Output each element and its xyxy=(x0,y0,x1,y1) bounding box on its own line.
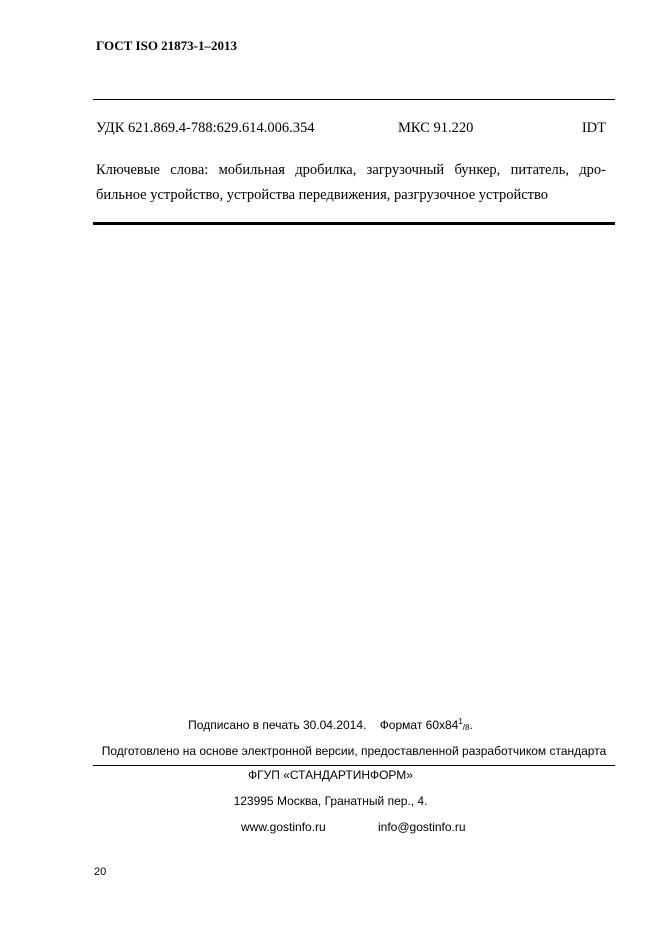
document-id: ГОСТ ISO 21873-1–2013 xyxy=(96,38,238,53)
keywords-divider xyxy=(93,222,615,225)
format-end: . xyxy=(469,718,473,732)
publisher-address: 123995 Москва, Гранатный пер., 4. xyxy=(233,794,428,808)
imprint-divider xyxy=(93,765,615,766)
format-label: Формат 60x84 xyxy=(379,718,459,732)
prepared-note: Подготовлено на основе электронной версии, предоставленной разработчиком стандарта xyxy=(101,744,607,758)
top-divider xyxy=(93,99,615,100)
signed-to-print xyxy=(0,717,661,732)
publisher-name: ФГУП «СТАНДАРТИНФОРМ» xyxy=(248,768,413,782)
signed-date: Подписано в печать 30.04.2014. xyxy=(188,718,367,732)
udk-code: УДК 621.869.4-788:629.614.006.354 xyxy=(96,120,315,136)
format-denominator: /8 xyxy=(462,723,470,732)
format-numerator: 1 xyxy=(458,717,463,726)
page-number: 20 xyxy=(94,866,107,878)
website-link[interactable]: www.gostinfo.ru xyxy=(241,820,326,834)
keywords-line-2: бильное устройство, устройства передвижения, разгрузочное устройство xyxy=(96,187,548,203)
email-link[interactable]: info@gostinfo.ru xyxy=(378,820,466,834)
keywords-block xyxy=(96,158,606,208)
keywords-line-1: Ключевые слова: мобильная дробилка, загрузочный бункер, питатель, дро- xyxy=(96,162,606,178)
idt-label: IDT xyxy=(581,120,606,136)
mks-code: МКС 91.220 xyxy=(398,120,474,136)
